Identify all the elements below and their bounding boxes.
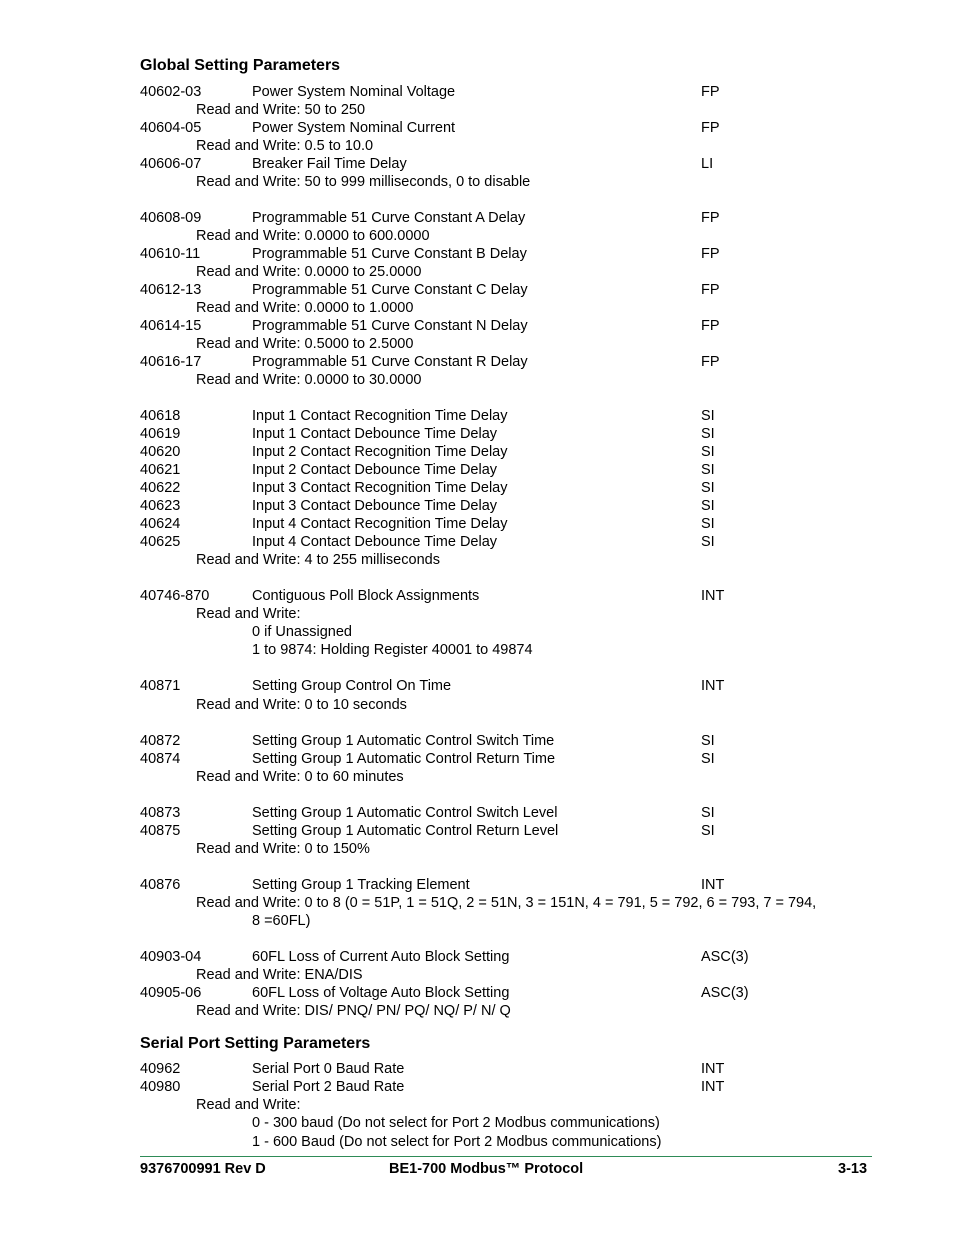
register-description: Contiguous Poll Block Assignments (252, 588, 480, 604)
read-write-range (0, 605, 954, 623)
footer-title: BE1-700 Modbus™ Protocol (389, 1161, 584, 1177)
register-description: Setting Group 1 Automatic Control Switch Time (252, 733, 555, 749)
table-row (0, 479, 954, 497)
value-option-text: 0 - 300 baud (Do not select for Port 2 Modbus communications) (252, 1115, 660, 1131)
register-address: 40622 (140, 480, 181, 496)
read-write-range (0, 840, 954, 858)
read-write-text: Read and Write: DIS/ PNQ/ PN/ PQ/ NQ/ P/ N/ Q (196, 1003, 511, 1019)
register-type: SI (701, 426, 715, 442)
register-type: FP (701, 354, 720, 370)
register-type: SI (701, 516, 715, 532)
value-option (0, 1133, 954, 1151)
register-description: Input 3 Contact Recognition Time Delay (252, 480, 508, 496)
register-description: Input 1 Contact Recognition Time Delay (252, 408, 508, 424)
register-description: Breaker Fail Time Delay (252, 156, 407, 172)
read-write-range (0, 335, 954, 353)
register-address: 40623 (140, 498, 181, 514)
footer-divider (140, 1156, 872, 1157)
read-write-text: Read and Write: ENA/DIS (196, 967, 363, 983)
register-type: INT (701, 678, 725, 694)
section-heading-global: Global Setting Parameters (140, 57, 341, 74)
register-type: FP (701, 210, 720, 226)
table-row (0, 804, 954, 822)
read-write-text: Read and Write: 0.0000 to 600.0000 (196, 228, 430, 244)
register-description: Input 2 Contact Recognition Time Delay (252, 444, 508, 460)
register-type: SI (701, 751, 715, 767)
register-type: LI (701, 156, 714, 172)
table-row (0, 876, 954, 894)
register-description: Serial Port 2 Baud Rate (252, 1079, 405, 1095)
table-row (0, 317, 954, 335)
read-write-text: Read and Write: 0 to 8 (0 = 51P, 1 = 51Q, 2 = 51N, 3 = 151N, 4 = 791, 5 = 792, 6 = 793, 7 = 794, (196, 895, 817, 911)
value-option (0, 641, 954, 659)
register-address: 40616-17 (140, 354, 202, 370)
register-description: Setting Group Control On Time (252, 678, 452, 694)
register-type: SI (701, 805, 715, 821)
register-type: FP (701, 282, 720, 298)
register-description: Input 1 Contact Debounce Time Delay (252, 426, 498, 442)
table-row (0, 948, 954, 966)
register-address: 40604-05 (140, 120, 202, 136)
footer-page-number: 3-13 (838, 1161, 868, 1177)
table-row (0, 83, 954, 101)
register-description: Input 4 Contact Recognition Time Delay (252, 516, 508, 532)
value-option (0, 912, 954, 930)
register-type: INT (701, 1061, 725, 1077)
read-write-text: Read and Write: 0 to 60 minutes (196, 769, 404, 785)
register-description: Input 4 Contact Debounce Time Delay (252, 534, 498, 550)
register-type: SI (701, 408, 715, 424)
register-type: FP (701, 318, 720, 334)
register-description: Input 2 Contact Debounce Time Delay (252, 462, 498, 478)
register-address: 40618 (140, 408, 181, 424)
table-row (0, 209, 954, 227)
register-type: INT (701, 877, 725, 893)
table-row (0, 515, 954, 533)
register-description: Setting Group 1 Automatic Control Switch Level (252, 805, 558, 821)
register-description: Setting Group 1 Tracking Element (252, 877, 470, 893)
read-write-range (0, 1096, 954, 1114)
read-write-range (0, 966, 954, 984)
register-address: 40625 (140, 534, 181, 550)
read-write-text: Read and Write: 0 to 150% (196, 841, 370, 857)
value-option (0, 623, 954, 641)
register-address: 40903-04 (140, 949, 202, 965)
register-type: SI (701, 534, 715, 550)
register-address: 40624 (140, 516, 181, 532)
read-write-text: Read and Write: 0.0000 to 25.0000 (196, 264, 422, 280)
register-description: Input 3 Contact Debounce Time Delay (252, 498, 498, 514)
register-address: 40980 (140, 1079, 181, 1095)
value-option-text: 8 =60FL) (252, 913, 311, 929)
register-description: Programmable 51 Curve Constant C Delay (252, 282, 528, 298)
register-type: FP (701, 84, 720, 100)
read-write-text: Read and Write: (196, 1097, 301, 1113)
table-row (0, 822, 954, 840)
read-write-range (0, 137, 954, 155)
register-type: INT (701, 588, 725, 604)
table-row (0, 407, 954, 425)
read-write-text: Read and Write: 0.5000 to 2.5000 (196, 336, 414, 352)
read-write-range (0, 173, 954, 191)
register-type: SI (701, 480, 715, 496)
register-address: 40621 (140, 462, 181, 478)
read-write-range (0, 696, 954, 714)
register-address: 40874 (140, 751, 181, 767)
register-description: Serial Port 0 Baud Rate (252, 1061, 405, 1077)
table-row (0, 119, 954, 137)
register-description: Programmable 51 Curve Constant N Delay (252, 318, 528, 334)
register-address: 40619 (140, 426, 181, 442)
table-row (0, 587, 954, 605)
register-address: 40962 (140, 1061, 181, 1077)
table-row (0, 443, 954, 461)
read-write-range (0, 1002, 954, 1020)
read-write-text: Read and Write: 0.0000 to 30.0000 (196, 372, 422, 388)
table-row (0, 461, 954, 479)
footer-doc-number: 9376700991 Rev D (140, 1161, 266, 1177)
read-write-text: Read and Write: 50 to 250 (196, 102, 366, 118)
read-write-range (0, 101, 954, 119)
table-row (0, 155, 954, 173)
table-row (0, 732, 954, 750)
read-write-range (0, 263, 954, 281)
register-type: ASC(3) (701, 985, 749, 1001)
table-row (0, 1060, 954, 1078)
value-option-text: 1 to 9874: Holding Register 40001 to 49874 (252, 642, 533, 658)
register-type: SI (701, 498, 715, 514)
value-option-text: 0 if Unassigned (252, 624, 352, 640)
table-row (0, 984, 954, 1002)
read-write-text: Read and Write: 0.0000 to 1.0000 (196, 300, 414, 316)
register-description: Power System Nominal Voltage (252, 84, 456, 100)
register-address: 40875 (140, 823, 181, 839)
table-row (0, 750, 954, 768)
register-address: 40620 (140, 444, 181, 460)
register-description: 60FL Loss of Current Auto Block Setting (252, 949, 510, 965)
read-write-text: Read and Write: 4 to 255 milliseconds (196, 552, 440, 568)
table-row (0, 425, 954, 443)
register-description: Programmable 51 Curve Constant R Delay (252, 354, 528, 370)
read-write-text: Read and Write: (196, 606, 301, 622)
register-address: 40606-07 (140, 156, 202, 172)
read-write-text: Read and Write: 0 to 10 seconds (196, 697, 407, 713)
register-description: Setting Group 1 Automatic Control Return Time (252, 751, 556, 767)
register-type: ASC(3) (701, 949, 749, 965)
table-row (0, 1078, 954, 1096)
register-description: Setting Group 1 Automatic Control Return Level (252, 823, 559, 839)
read-write-range (0, 894, 954, 912)
register-type: SI (701, 733, 715, 749)
register-address: 40608-09 (140, 210, 202, 226)
register-type: SI (701, 444, 715, 460)
section-heading-serial: Serial Port Setting Parameters (140, 1035, 371, 1052)
register-address: 40602-03 (140, 84, 202, 100)
register-address: 40612-13 (140, 282, 202, 298)
register-type: INT (701, 1079, 725, 1095)
table-row (0, 677, 954, 695)
register-description: Programmable 51 Curve Constant A Delay (252, 210, 526, 226)
register-type: FP (701, 246, 720, 262)
read-write-range (0, 227, 954, 245)
table-row (0, 533, 954, 551)
register-address: 40872 (140, 733, 181, 749)
register-address: 40876 (140, 877, 181, 893)
value-option (0, 1114, 954, 1132)
register-address: 40746-870 (140, 588, 210, 604)
register-address: 40905-06 (140, 985, 202, 1001)
read-write-range (0, 551, 954, 569)
read-write-text: Read and Write: 0.5 to 10.0 (196, 138, 374, 154)
register-description: Power System Nominal Current (252, 120, 456, 136)
table-row (0, 281, 954, 299)
register-address: 40873 (140, 805, 181, 821)
register-type: SI (701, 462, 715, 478)
read-write-text: Read and Write: 50 to 999 milliseconds, 0 to disable (196, 174, 531, 190)
register-address: 40610-11 (140, 246, 201, 262)
table-row (0, 353, 954, 371)
register-description: Programmable 51 Curve Constant B Delay (252, 246, 527, 262)
read-write-range (0, 768, 954, 786)
register-type: SI (701, 823, 715, 839)
register-description: 60FL Loss of Voltage Auto Block Setting (252, 985, 510, 1001)
read-write-range (0, 371, 954, 389)
register-address: 40614-15 (140, 318, 202, 334)
register-type: FP (701, 120, 720, 136)
table-row (0, 497, 954, 515)
value-option-text: 1 - 600 Baud (Do not select for Port 2 Modbus communications) (252, 1134, 662, 1150)
register-address: 40871 (140, 678, 181, 694)
table-row (0, 245, 954, 263)
read-write-range (0, 299, 954, 317)
